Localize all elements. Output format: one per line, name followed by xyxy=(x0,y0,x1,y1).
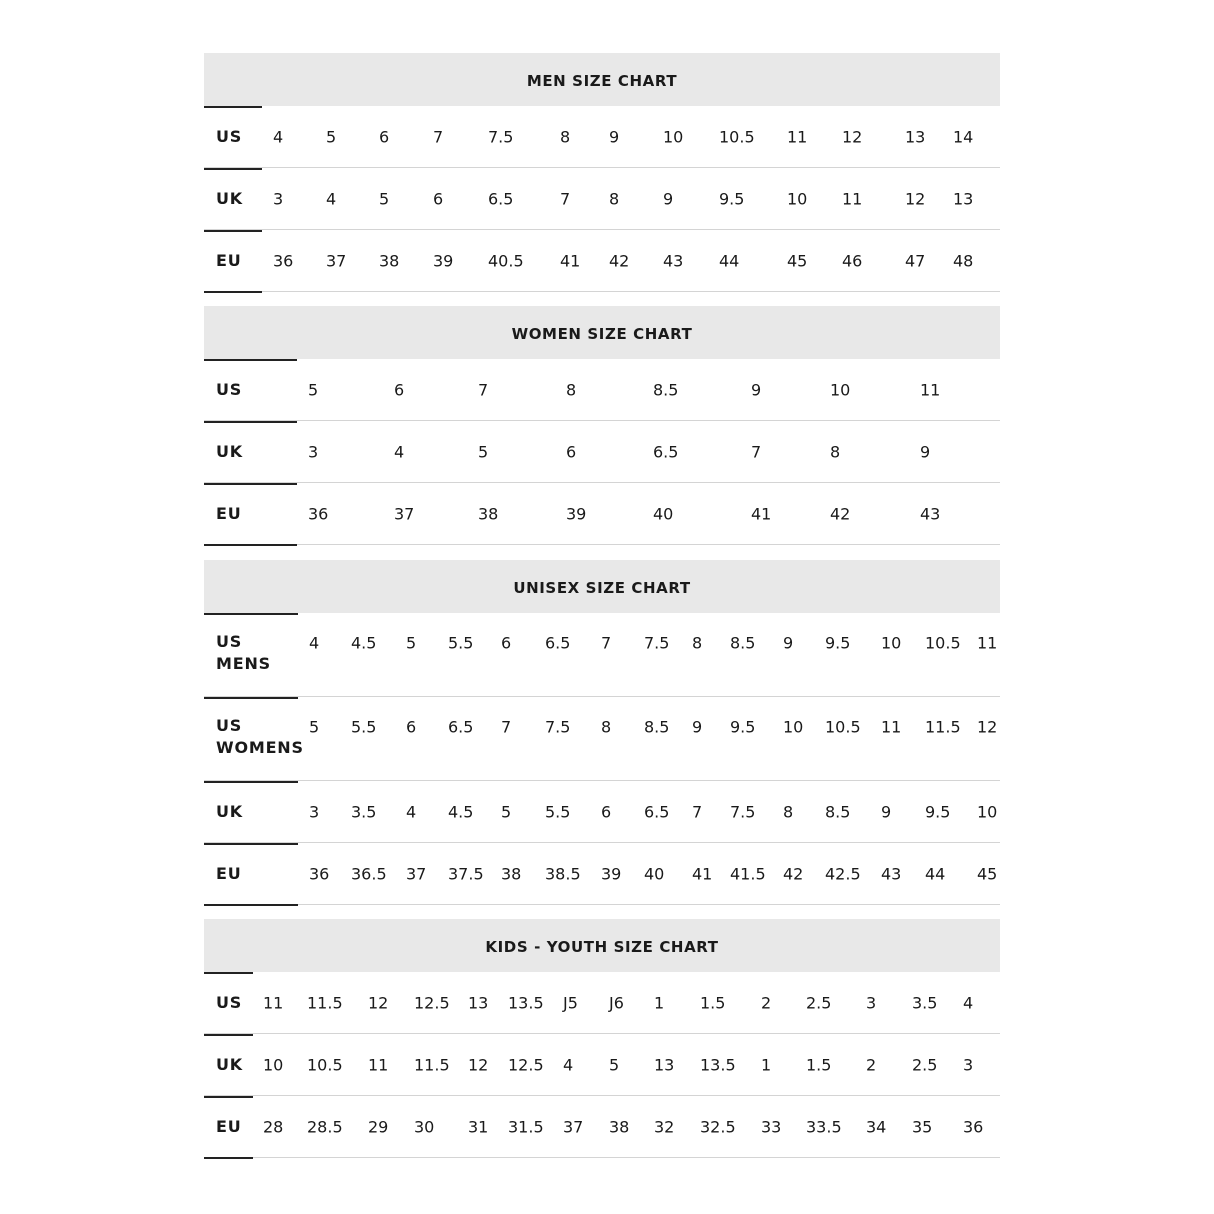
row-label-text: UK xyxy=(216,188,243,208)
size-cell: 32 xyxy=(654,1117,675,1136)
size-cell: 6 xyxy=(433,189,444,208)
row-label-text: EU xyxy=(216,1116,242,1136)
size-cell: 3 xyxy=(273,189,284,208)
size-cell: 11 xyxy=(881,717,902,737)
size-cell: 10 xyxy=(787,189,808,208)
label-divider xyxy=(204,904,298,906)
size-cell: 4 xyxy=(309,633,320,653)
size-cell: 36.5 xyxy=(351,864,387,883)
size-cell: 4.5 xyxy=(448,802,474,821)
size-cell: 41 xyxy=(751,504,772,523)
chart-title: KIDS - YOUTH SIZE CHART xyxy=(485,937,719,956)
row-label xyxy=(216,379,242,401)
size-cell: 6 xyxy=(406,717,417,737)
size-cell: 28 xyxy=(263,1117,284,1136)
size-cell: 1.5 xyxy=(700,993,726,1012)
label-divider xyxy=(204,168,262,170)
size-cell: 35 xyxy=(912,1117,933,1136)
size-row xyxy=(204,106,1000,168)
size-cell: 2 xyxy=(866,1055,877,1074)
size-cell: 4 xyxy=(326,189,337,208)
size-row xyxy=(204,697,1000,781)
size-cell: 13 xyxy=(654,1055,675,1074)
size-cell: 7.5 xyxy=(488,127,514,146)
size-cell: 9 xyxy=(783,633,794,653)
label-divider xyxy=(204,697,298,699)
size-cell: 7 xyxy=(501,717,512,737)
size-cell: 30 xyxy=(414,1117,435,1136)
size-cell: 8.5 xyxy=(644,717,670,737)
size-cell: 5 xyxy=(326,127,337,146)
size-cell: 31 xyxy=(468,1117,489,1136)
row-label-text: US xyxy=(216,632,243,651)
size-cell: 10 xyxy=(830,380,851,399)
size-cell: 33.5 xyxy=(806,1117,842,1136)
size-cell: 43 xyxy=(920,504,941,523)
size-cell: 31.5 xyxy=(508,1117,544,1136)
size-cell: 38 xyxy=(478,504,499,523)
size-cell: 1 xyxy=(654,993,665,1012)
label-divider xyxy=(204,230,262,232)
size-cell: 8 xyxy=(692,633,703,653)
size-cell: 10 xyxy=(663,127,684,146)
size-cell: 7 xyxy=(751,442,762,461)
size-row xyxy=(204,421,1000,483)
chart-header xyxy=(204,306,1000,359)
size-row xyxy=(204,613,1000,697)
row-label-text: US xyxy=(216,379,243,399)
size-cell: 11.5 xyxy=(414,1055,450,1074)
size-cell: 48 xyxy=(953,251,974,270)
size-cell: 36 xyxy=(963,1117,984,1136)
size-cell: 3 xyxy=(308,442,319,461)
size-cell: 10.5 xyxy=(925,633,961,653)
size-cell: 6 xyxy=(394,380,405,399)
label-divider xyxy=(204,1034,253,1036)
size-cell: 36 xyxy=(309,864,330,883)
chart-title: UNISEX SIZE CHART xyxy=(513,578,691,597)
label-divider xyxy=(204,106,262,108)
size-cell: 3.5 xyxy=(351,802,377,821)
size-cell: 40 xyxy=(653,504,674,523)
size-cell: 47 xyxy=(905,251,926,270)
size-cell: 5 xyxy=(406,633,417,653)
size-cell: 9 xyxy=(609,127,620,146)
size-cell: 41.5 xyxy=(730,864,766,883)
size-cell: 42 xyxy=(830,504,851,523)
size-cell: 6 xyxy=(379,127,390,146)
size-cell: 7 xyxy=(601,633,612,653)
size-cell: 33 xyxy=(761,1117,782,1136)
size-cell: 4 xyxy=(963,993,974,1012)
size-cell: 4.5 xyxy=(351,633,377,653)
size-cell: 11.5 xyxy=(925,717,961,737)
size-cell: 43 xyxy=(881,864,902,883)
size-cell: 38 xyxy=(501,864,522,883)
size-cell: 11 xyxy=(787,127,808,146)
label-divider xyxy=(204,421,297,423)
size-cell: 41 xyxy=(560,251,581,270)
row-label-text: UK xyxy=(216,1054,243,1074)
size-cell: 42.5 xyxy=(825,864,861,883)
size-cell: 7.5 xyxy=(730,802,756,821)
size-cell: 39 xyxy=(601,864,622,883)
row-label xyxy=(216,863,242,885)
size-cell: 12.5 xyxy=(414,993,450,1012)
size-cell: J6 xyxy=(609,993,624,1012)
size-row xyxy=(204,1034,1000,1096)
size-cell: 6.5 xyxy=(644,802,670,821)
size-cell: 41 xyxy=(692,864,713,883)
size-cell: 4 xyxy=(273,127,284,146)
size-cell: 9 xyxy=(692,717,703,737)
size-cell: 10 xyxy=(783,717,804,737)
size-row xyxy=(204,230,1000,292)
size-cell: 2 xyxy=(761,993,772,1012)
size-cell: 12.5 xyxy=(508,1055,544,1074)
size-cell: 7 xyxy=(560,189,571,208)
size-row xyxy=(204,972,1000,1034)
size-cell: 9 xyxy=(751,380,762,399)
size-cell: 37 xyxy=(563,1117,584,1136)
size-cell: 5 xyxy=(309,717,320,737)
size-cell: 5.5 xyxy=(351,717,377,737)
row-label-text: EU xyxy=(216,250,242,270)
size-cell: 6.5 xyxy=(488,189,514,208)
size-cell: 8 xyxy=(566,380,577,399)
chart-header xyxy=(204,53,1000,106)
size-cell: 38 xyxy=(609,1117,630,1136)
size-cell: 43 xyxy=(663,251,684,270)
size-cell: 14 xyxy=(953,127,974,146)
row-label xyxy=(216,631,271,675)
size-cell: 5 xyxy=(478,442,489,461)
size-cell: 12 xyxy=(905,189,926,208)
size-cell: 9.5 xyxy=(925,802,951,821)
size-cell: 4 xyxy=(406,802,417,821)
size-cell: 9 xyxy=(663,189,674,208)
row-label-text: WOMENS xyxy=(216,738,304,757)
size-cell: 4 xyxy=(563,1055,574,1074)
size-cell: 11 xyxy=(263,993,284,1012)
size-cell: 10 xyxy=(881,633,902,653)
size-cell: 39 xyxy=(433,251,454,270)
kids-youth-size-chart xyxy=(204,919,1000,1158)
size-cell: 12 xyxy=(842,127,863,146)
size-cell: 5.5 xyxy=(545,802,571,821)
size-cell: 12 xyxy=(368,993,389,1012)
size-cell: 11.5 xyxy=(307,993,343,1012)
size-cell: 10.5 xyxy=(307,1055,343,1074)
size-cell: 8 xyxy=(783,802,794,821)
size-cell: 37.5 xyxy=(448,864,484,883)
size-cell: 10.5 xyxy=(719,127,755,146)
size-cell: 37 xyxy=(406,864,427,883)
size-cell: 4 xyxy=(394,442,405,461)
size-cell: 29 xyxy=(368,1117,389,1136)
size-cell: 36 xyxy=(308,504,329,523)
size-cell: 42 xyxy=(609,251,630,270)
size-cell: 11 xyxy=(368,1055,389,1074)
size-row xyxy=(204,781,1000,843)
row-label xyxy=(216,503,242,525)
size-row xyxy=(204,359,1000,421)
label-divider xyxy=(204,972,253,974)
size-row xyxy=(204,1096,1000,1158)
size-cell: 44 xyxy=(719,251,740,270)
size-cell: 32.5 xyxy=(700,1117,736,1136)
row-label-text: UK xyxy=(216,801,243,821)
size-cell: J5 xyxy=(563,993,578,1012)
size-cell: 8.5 xyxy=(825,802,851,821)
unisex-size-chart xyxy=(204,560,1000,905)
row-label-text: EU xyxy=(216,863,242,883)
size-cell: 10.5 xyxy=(825,717,861,737)
size-cell: 8 xyxy=(601,717,612,737)
size-cell: 40 xyxy=(644,864,665,883)
size-cell: 7 xyxy=(692,802,703,821)
size-cell: 42 xyxy=(783,864,804,883)
size-cell: 37 xyxy=(394,504,415,523)
size-cell: 5 xyxy=(379,189,390,208)
women-size-chart xyxy=(204,306,1000,545)
size-cell: 7 xyxy=(433,127,444,146)
row-label xyxy=(216,250,242,272)
size-cell: 40.5 xyxy=(488,251,524,270)
row-label xyxy=(216,1116,242,1138)
size-cell: 9.5 xyxy=(825,633,851,653)
size-cell: 6 xyxy=(566,442,577,461)
row-label-text: US xyxy=(216,126,243,146)
size-cell: 6.5 xyxy=(545,633,571,653)
label-divider xyxy=(204,613,298,615)
size-cell: 38.5 xyxy=(545,864,581,883)
label-divider xyxy=(204,843,298,845)
label-divider xyxy=(204,1096,253,1098)
size-cell: 10 xyxy=(263,1055,284,1074)
size-cell: 3 xyxy=(963,1055,974,1074)
size-cell: 13.5 xyxy=(700,1055,736,1074)
size-cell: 6.5 xyxy=(653,442,679,461)
size-cell: 3 xyxy=(866,993,877,1012)
size-row xyxy=(204,168,1000,230)
size-cell: 37 xyxy=(326,251,347,270)
row-label xyxy=(216,992,242,1014)
label-divider xyxy=(204,359,297,361)
size-cell: 5.5 xyxy=(448,633,474,653)
size-cell: 13 xyxy=(468,993,489,1012)
size-cell: 44 xyxy=(925,864,946,883)
size-cell: 9 xyxy=(920,442,931,461)
size-cell: 1 xyxy=(761,1055,772,1074)
row-label-text: MENS xyxy=(216,654,271,673)
chart-header xyxy=(204,560,1000,613)
row-label-text: EU xyxy=(216,503,242,523)
row-label xyxy=(216,715,304,759)
row-label xyxy=(216,441,243,463)
row-label xyxy=(216,1054,243,1076)
size-cell: 9 xyxy=(881,802,892,821)
size-cell: 45 xyxy=(977,864,998,883)
size-cell: 12 xyxy=(468,1055,489,1074)
size-cell: 6 xyxy=(501,633,512,653)
size-cell: 7.5 xyxy=(644,633,670,653)
size-cell: 9.5 xyxy=(730,717,756,737)
size-cell: 5 xyxy=(308,380,319,399)
size-cell: 46 xyxy=(842,251,863,270)
size-cell: 8.5 xyxy=(730,633,756,653)
size-cell: 34 xyxy=(866,1117,887,1136)
size-cell: 2.5 xyxy=(806,993,832,1012)
size-cell: 38 xyxy=(379,251,400,270)
size-cell: 8 xyxy=(830,442,841,461)
size-cell: 3 xyxy=(309,802,320,821)
size-cell: 8 xyxy=(560,127,571,146)
chart-header xyxy=(204,919,1000,972)
size-row xyxy=(204,483,1000,545)
row-label xyxy=(216,801,243,823)
size-cell: 36 xyxy=(273,251,294,270)
size-cell: 5 xyxy=(501,802,512,821)
chart-title: MEN SIZE CHART xyxy=(526,71,678,90)
size-cell: 39 xyxy=(566,504,587,523)
label-divider xyxy=(204,291,262,293)
label-divider xyxy=(204,483,297,485)
size-cell: 5 xyxy=(609,1055,620,1074)
label-divider xyxy=(204,544,297,546)
size-cell: 9.5 xyxy=(719,189,745,208)
size-cell: 13.5 xyxy=(508,993,544,1012)
row-label-text: US xyxy=(216,992,243,1012)
size-cell: 11 xyxy=(977,633,998,653)
size-cell: 8 xyxy=(609,189,620,208)
size-cell: 3.5 xyxy=(912,993,938,1012)
size-row xyxy=(204,843,1000,905)
men-size-chart xyxy=(204,53,1000,292)
size-cell: 28.5 xyxy=(307,1117,343,1136)
label-divider xyxy=(204,781,298,783)
size-cell: 10 xyxy=(977,802,998,821)
row-label-text: US xyxy=(216,716,243,735)
row-label-text: UK xyxy=(216,441,243,461)
size-cell: 6 xyxy=(601,802,612,821)
size-cell: 7 xyxy=(478,380,489,399)
label-divider xyxy=(204,1157,253,1159)
size-cell: 11 xyxy=(920,380,941,399)
row-label xyxy=(216,188,243,210)
row-label xyxy=(216,126,242,148)
size-cell: 1.5 xyxy=(806,1055,832,1074)
size-cell: 8.5 xyxy=(653,380,679,399)
size-cell: 45 xyxy=(787,251,808,270)
chart-title: WOMEN SIZE CHART xyxy=(511,324,693,343)
size-cell: 11 xyxy=(842,189,863,208)
size-cell: 2.5 xyxy=(912,1055,938,1074)
size-cell: 7.5 xyxy=(545,717,571,737)
size-cell: 13 xyxy=(953,189,974,208)
size-cell: 13 xyxy=(905,127,926,146)
size-cell: 12 xyxy=(977,717,998,737)
size-cell: 6.5 xyxy=(448,717,474,737)
